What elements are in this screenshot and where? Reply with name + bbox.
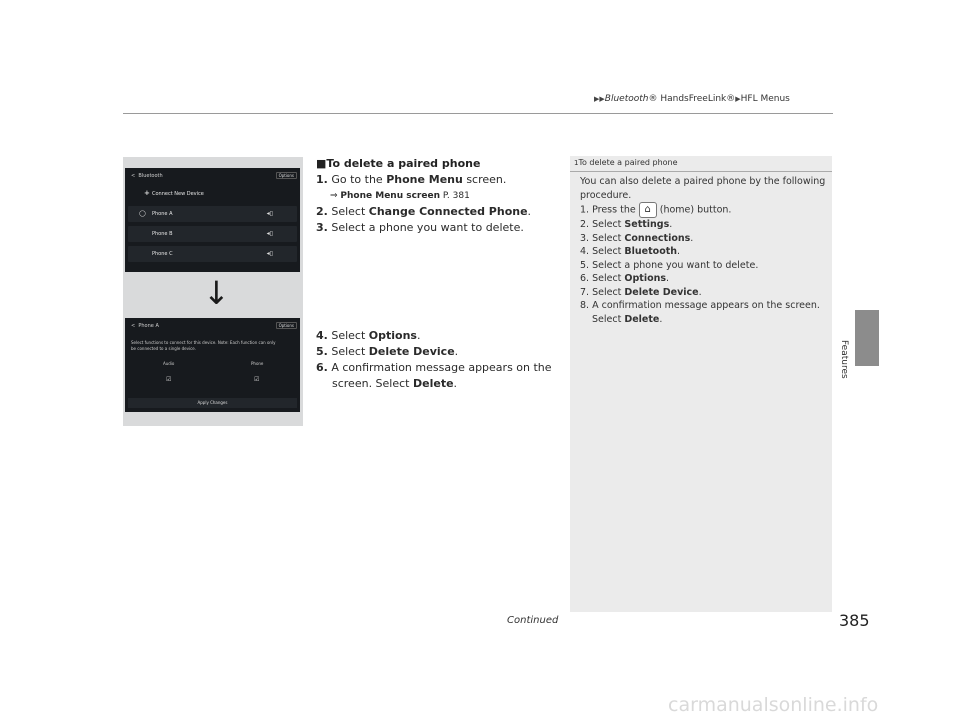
bluetooth-screen: < Bluetooth Options Connect New Device + ◯ Phone A ◂▯ Phone B ◂▯ Phone C ◂▯ xyxy=(125,168,300,272)
page-number: 385 xyxy=(839,611,870,630)
note-body: You can also delete a paired phone by the following procedure. 1. Press the ⌂ (home) button. 2. Select Settings. 3. Select Connections. 4. Select Bluetooth. 5. Select a phone you want to delete. 6. Select Options. 7. Select Delete Device. 8. A confirmation message appears on the screen. Select Delete. xyxy=(580,176,826,325)
apply-changes-button[interactable]: Apply Changes xyxy=(128,398,297,408)
step-2: 2. Select Change Connected Phone. xyxy=(316,205,532,218)
section-label: Features xyxy=(839,340,849,379)
audio-phone-icon: ◂▯ xyxy=(266,210,273,217)
phone-circle-icon: ◯ xyxy=(139,210,146,217)
section-tab xyxy=(855,310,879,366)
plus-icon: + xyxy=(144,189,150,197)
note-box xyxy=(570,156,832,612)
note-rule xyxy=(570,171,832,172)
home-icon: ⌂ xyxy=(639,202,657,218)
down-arrow-icon: ↓ xyxy=(203,274,230,312)
watermark: carmanualsonline.info xyxy=(668,694,879,716)
continued-label: Continued xyxy=(507,615,559,626)
connect-new-device-row[interactable]: Connect New Device + xyxy=(144,189,204,197)
function-description: Select functions to connect for this device. Note: Each function can only be connected to a single device. xyxy=(131,340,276,351)
audio-label: Audio xyxy=(163,361,175,366)
step-5: 5. Select Delete Device. xyxy=(316,345,459,358)
audio-phone-icon: ◂▯ xyxy=(266,230,273,237)
options-button[interactable]: Options xyxy=(276,322,297,329)
breadcrumb: ▶▶Bluetooth® HandsFreeLink®▶HFL Menus xyxy=(594,94,790,104)
section-heading: ■To delete a paired phone xyxy=(316,157,481,170)
note-title: 1To delete a paired phone xyxy=(574,158,678,167)
header-rule xyxy=(123,113,833,114)
step-4: 4. Select Options. xyxy=(316,329,421,342)
audio-phone-icon: ◂▯ xyxy=(266,250,273,257)
step-3: 3. Select a phone you want to delete. xyxy=(316,221,524,234)
breadcrumb-hfl-menus: HFL Menus xyxy=(740,94,790,104)
audio-checkbox[interactable]: ☑ xyxy=(166,376,172,383)
step-1: 1. Go to the Phone Menu screen. xyxy=(316,173,507,186)
phone-a-screen: < Phone A Options Select functions to connect for this device. Note: Each function can only be connected to a single device. Audio Phone ☑ ☑ Apply Changes xyxy=(125,318,300,412)
step-6: 6. A confirmation message appears on the screen. Select Delete. xyxy=(316,361,552,390)
phone-label: Phone xyxy=(251,361,264,366)
phone-checkbox[interactable]: ☑ xyxy=(254,376,260,383)
page-reference[interactable]: ⇒ Phone Menu screen P. 381 xyxy=(330,191,470,201)
phone-row[interactable]: ◯ Phone A ◂▯ xyxy=(128,206,297,222)
options-button[interactable]: Options xyxy=(276,172,297,179)
phone-row[interactable]: Phone B ◂▯ xyxy=(128,226,297,242)
breadcrumb-bluetooth: Bluetooth xyxy=(604,94,649,104)
screenshot-panel xyxy=(123,157,303,426)
phone-row[interactable]: Phone C ◂▯ xyxy=(128,246,297,262)
instructions xyxy=(316,156,566,392)
